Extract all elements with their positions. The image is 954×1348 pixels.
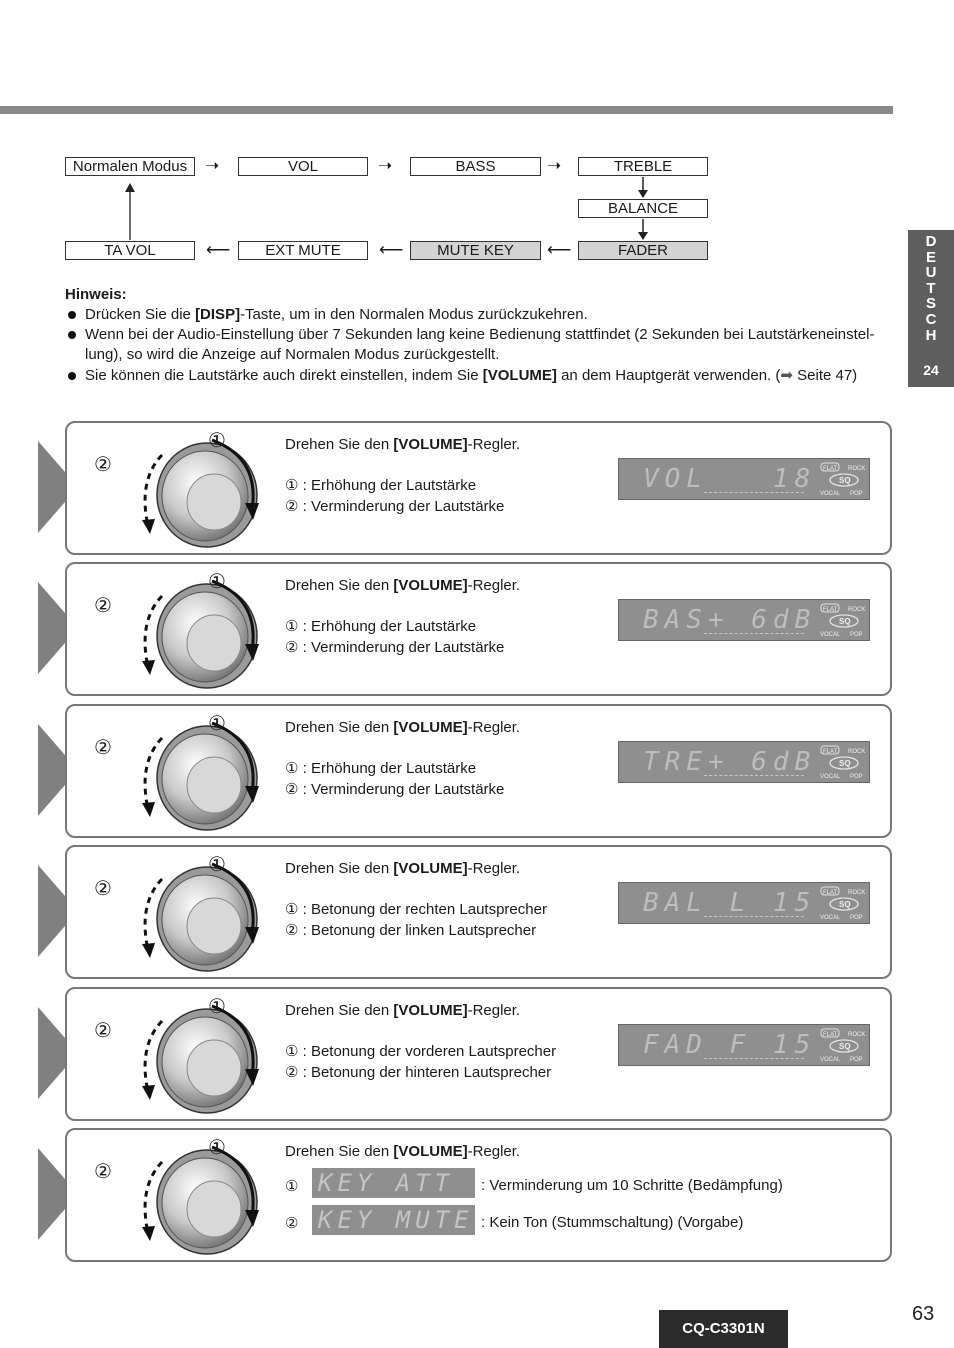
- flow-mute-key: MUTE KEY: [410, 241, 541, 260]
- side-letter: T: [926, 279, 936, 297]
- instr-text: -Regler.: [467, 1002, 521, 1019]
- instr-key: [VOLUME]: [393, 577, 468, 594]
- bullet-icon: [68, 372, 76, 380]
- knob-illustration: [92, 1137, 282, 1262]
- step-instructions: [285, 1001, 556, 1083]
- effect-1: ① : Erhöhung der Lautstärke: [285, 760, 477, 777]
- effect-1: ① : Erhöhung der Lautstärke: [285, 618, 477, 635]
- note-key: [DISP]: [195, 306, 241, 323]
- turn-instruction: [285, 718, 520, 739]
- arrow-up-icon: [121, 182, 139, 240]
- logo-flat: FLAT: [823, 749, 838, 755]
- lcd-bar-icon: [704, 492, 804, 496]
- instr-text: -Regler.: [467, 719, 521, 736]
- effect-2: ② : Betonung der linken Lautsprecher: [285, 921, 537, 939]
- instr-text: -Regler.: [467, 577, 521, 594]
- logo-center: SQ: [839, 759, 851, 768]
- sq-logo-icon: [819, 744, 869, 780]
- step-instructions: [285, 1142, 520, 1163]
- turn-instruction: [285, 1142, 520, 1163]
- lcd-display: [618, 1024, 870, 1066]
- hinweis-title: Hinweis:: [65, 286, 127, 303]
- knob-illustration: [92, 996, 282, 1121]
- lcd-readout: FAD F 15: [643, 1030, 817, 1060]
- flow-ta-vol: TA VOL: [65, 241, 195, 260]
- effect-1: ① : Erhöhung der Lautstärke: [285, 477, 477, 494]
- lcd-bar-icon: [704, 1058, 804, 1062]
- arrow-left-icon: ⟵: [379, 240, 404, 259]
- sq-logo-icon: [819, 602, 869, 638]
- knob-illustration: [92, 713, 282, 838]
- lcd-display: [618, 741, 870, 783]
- turn-instruction: [285, 859, 547, 880]
- logo-center: SQ: [839, 900, 851, 909]
- instr-key: [VOLUME]: [393, 860, 468, 877]
- instr-text: Drehen Sie den: [285, 436, 394, 453]
- marker-2: ②: [94, 1020, 112, 1042]
- option-1-marker: ①: [285, 1178, 299, 1195]
- step-box-2: [65, 562, 892, 696]
- top-rule: [0, 106, 893, 114]
- instr-text: Drehen Sie den: [285, 860, 394, 877]
- step-box-4: [65, 845, 892, 979]
- logo-rock: ROCK: [848, 749, 866, 755]
- marker-2: ②: [94, 595, 112, 617]
- logo-pop: POP: [850, 915, 863, 921]
- effect-1: ① : Betonung der rechten Lautsprecher: [285, 901, 547, 918]
- arrow-down-icon: [634, 177, 652, 199]
- instr-text: -Regler.: [467, 436, 521, 453]
- note-text: Seite 47): [792, 367, 858, 384]
- logo-pop: POP: [850, 491, 863, 497]
- logo-vocal: VOCAL: [820, 774, 841, 780]
- sq-logo-icon: [819, 885, 869, 921]
- effect-2: ② : Verminderung der Lautstärke: [285, 780, 505, 798]
- logo-flat: FLAT: [823, 607, 838, 613]
- step-instructions: [285, 718, 520, 800]
- knob-illustration: [92, 430, 282, 555]
- side-page-number: 24: [923, 362, 939, 378]
- volume-knob-icon: [92, 1137, 282, 1257]
- side-letter: S: [925, 295, 936, 313]
- effect-2: ② : Verminderung der Lautstärke: [285, 497, 505, 515]
- logo-vocal: VOCAL: [820, 915, 841, 921]
- option-1-desc: : Verminderung um 10 Schritte (Bedämpfung): [481, 1177, 783, 1194]
- effect-2: ② : Verminderung der Lautstärke: [285, 638, 505, 656]
- lcd-readout: BAL L 15: [643, 888, 817, 918]
- turn-instruction: [285, 1001, 556, 1022]
- flow-treble: TREBLE: [578, 157, 708, 176]
- page-number: 63: [912, 1303, 935, 1325]
- hinweis-note-1: [85, 305, 880, 325]
- flow-normal-mode: Normalen Modus: [65, 157, 195, 176]
- option-2-marker: ②: [285, 1215, 299, 1232]
- side-letter: U: [925, 264, 937, 282]
- instr-key: [VOLUME]: [393, 719, 468, 736]
- note-key: [VOLUME]: [482, 367, 557, 384]
- marker-2: ②: [94, 1161, 112, 1183]
- lcd-display: [618, 458, 870, 500]
- lcd-key-att: [312, 1168, 475, 1198]
- lcd-display: [618, 882, 870, 924]
- arrow-left-icon: ⟵: [547, 240, 572, 259]
- logo-rock: ROCK: [848, 1032, 866, 1038]
- logo-pop: POP: [850, 774, 863, 780]
- turn-instruction: [285, 576, 520, 597]
- lcd-key-mute: [312, 1205, 475, 1235]
- turn-instruction: [285, 435, 520, 456]
- instr-text: Drehen Sie den: [285, 1002, 394, 1019]
- lcd-bar-icon: [704, 916, 804, 920]
- flow-fader: FADER: [578, 241, 708, 260]
- logo-rock: ROCK: [848, 466, 866, 472]
- step-instructions: [285, 576, 520, 658]
- arrow-left-icon: ⟵: [206, 240, 231, 259]
- step-box-3: [65, 704, 892, 838]
- bullet-icon: [68, 331, 76, 339]
- note-text: -Taste, um in den Normalen Modus zurückzukehren.: [240, 306, 588, 323]
- hinweis-note-3: [85, 366, 880, 386]
- marker-1: ①: [208, 430, 226, 452]
- side-letter: E: [925, 248, 936, 266]
- flow-balance: BALANCE: [578, 199, 708, 218]
- marker-2: ②: [94, 737, 112, 759]
- marker-1: ①: [208, 571, 226, 593]
- step-box-5: [65, 987, 892, 1121]
- logo-vocal: VOCAL: [820, 1057, 841, 1063]
- effect-1: ① : Betonung der vorderen Lautsprecher: [285, 1043, 557, 1060]
- arrow-right-icon: ➝: [378, 156, 393, 175]
- step-instructions: [285, 859, 547, 941]
- side-letter: D: [925, 233, 937, 250]
- volume-knob-icon: [92, 996, 282, 1116]
- effect-2: ② : Betonung der hinteren Lautsprecher: [285, 1063, 552, 1081]
- arrow-right-icon: ➝: [547, 156, 562, 175]
- logo-vocal: VOCAL: [820, 491, 841, 497]
- marker-1: ①: [208, 854, 226, 876]
- lcd-readout: KEY ATT: [318, 1169, 455, 1197]
- logo-flat: FLAT: [823, 466, 838, 472]
- lcd-readout: KEY MUTE: [318, 1206, 474, 1234]
- side-letter: C: [925, 310, 937, 328]
- logo-pop: POP: [850, 1057, 863, 1063]
- note-text: an dem Hauptgerät verwenden. (: [556, 367, 781, 384]
- step-box-1: [65, 421, 892, 555]
- logo-pop: POP: [850, 632, 863, 638]
- instr-key: [VOLUME]: [393, 1143, 468, 1160]
- page-ref-arrow-icon: ➡: [780, 367, 793, 384]
- logo-vocal: VOCAL: [820, 632, 841, 638]
- note-text: Drücken Sie die: [85, 306, 196, 323]
- marker-2: ②: [94, 878, 112, 900]
- option-2-desc: : Kein Ton (Stummschaltung) (Vorgabe): [481, 1214, 744, 1231]
- lcd-readout: TRE+ 6dB: [643, 747, 817, 777]
- note-text: Sie können die Lautstärke auch direkt einstellen, indem Sie: [85, 367, 483, 384]
- step-box-6: [65, 1128, 892, 1262]
- lcd-bar-icon: [704, 633, 804, 637]
- hinweis-note-2: Wenn bei der Audio-Einstellung über 7 Sekunden lang keine Bedienung stattfindet (2 Sekunden bei Lautstärkeneinstel-lung), so wird die Anzeige auf Normalen Modus zurückgestellt.: [85, 326, 875, 363]
- logo-flat: FLAT: [823, 1032, 838, 1038]
- arrow-down-icon: [634, 219, 652, 241]
- marker-1: ①: [208, 1137, 226, 1159]
- instr-text: -Regler.: [467, 860, 521, 877]
- side-letter: H: [925, 326, 937, 344]
- instr-key: [VOLUME]: [393, 1002, 468, 1019]
- volume-knob-icon: [92, 713, 282, 833]
- volume-knob-icon: [92, 430, 282, 550]
- marker-2: ②: [94, 454, 112, 476]
- language-side-tab: [908, 230, 954, 387]
- instr-text: -Regler.: [467, 1143, 521, 1160]
- logo-flat: FLAT: [823, 890, 838, 896]
- logo-rock: ROCK: [848, 607, 866, 613]
- lcd-readout: VOL 18: [643, 464, 817, 494]
- flow-vol: VOL: [238, 157, 368, 176]
- instr-text: Drehen Sie den: [285, 577, 394, 594]
- logo-rock: ROCK: [848, 890, 866, 896]
- marker-1: ①: [208, 996, 226, 1018]
- logo-center: SQ: [839, 1042, 851, 1051]
- flow-ext-mute: EXT MUTE: [238, 241, 368, 260]
- sq-logo-icon: [819, 1027, 869, 1063]
- arrow-right-icon: ➝: [205, 156, 220, 175]
- lcd-readout: BAS+ 6dB: [643, 605, 817, 635]
- volume-knob-icon: [92, 571, 282, 691]
- model-number-badge: CQ-C3301N: [659, 1310, 788, 1348]
- instr-text: Drehen Sie den: [285, 1143, 394, 1160]
- step-instructions: [285, 435, 520, 517]
- knob-illustration: [92, 854, 282, 979]
- knob-illustration: [92, 571, 282, 696]
- marker-1: ①: [208, 713, 226, 735]
- flow-bass: BASS: [410, 157, 541, 176]
- logo-center: SQ: [839, 476, 851, 485]
- bullet-icon: [68, 311, 76, 319]
- lcd-bar-icon: [704, 775, 804, 779]
- instr-key: [VOLUME]: [393, 436, 468, 453]
- logo-center: SQ: [839, 617, 851, 626]
- lcd-display: [618, 599, 870, 641]
- volume-knob-icon: [92, 854, 282, 974]
- sq-logo-icon: [819, 461, 869, 497]
- instr-text: Drehen Sie den: [285, 719, 394, 736]
